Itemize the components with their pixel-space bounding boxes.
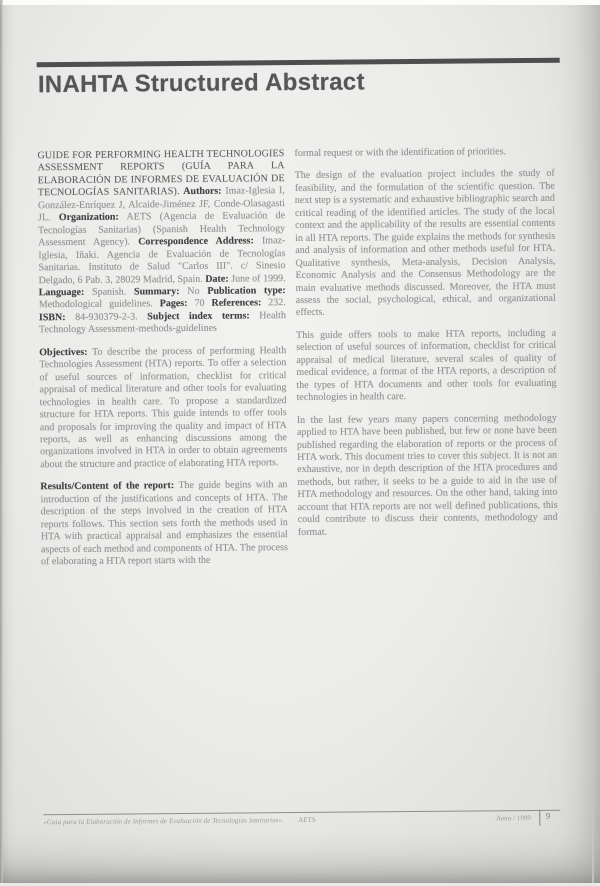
page-title: INAHTA Structured Abstract — [37, 68, 365, 99]
field-value-language: Spanish. — [91, 286, 127, 298]
right-column — [294, 146, 558, 577]
field-label-language: Language: — [38, 286, 85, 299]
context-paragraph: In the last few years many papers concerning methodology applied to HTA have been published, but few or none have been published regarding the elaboration of reports or the process of HTA work. This document tries to cover this subject. It is not an exhaustive, nor in depth description of the HTA procedures and methods, but rather, it seeks to be a guide to aid in the use of HTA methodology and resources. On the other hand, taking into account that HTA reports are not well defined publications, this could contribute to discuss their contents, methodology and format. — [296, 412, 558, 538]
left-column — [37, 148, 288, 579]
title-rule — [37, 58, 560, 68]
results-label: Results/Content of the report: — [40, 480, 175, 493]
field-value-summary: No — [187, 285, 200, 297]
field-label-isbn: ISBN: — [38, 311, 66, 324]
field-value-subject-index-terms: Health Technology Assessment-methods-guidelines — [38, 310, 286, 336]
field-value-organization: AETS (Agencia de Evaluación de Tecnologías Sanitarias) (Spanish Health Technology Assessment Agency). — [38, 210, 286, 249]
field-label-date: Date: — [205, 273, 229, 285]
page-number: 9 — [539, 810, 561, 826]
field-label-organization: Organization: — [58, 211, 119, 224]
field-label-pages: Pages: — [159, 298, 188, 310]
field-value-isbn: 84-930379-2-3. — [75, 311, 138, 323]
tools-paragraph: This guide offers tools to make HTA reports, including a selection of useful sources of information, checklist for critical appraisal of medical literature, several scales of quality of medical evidence, a format of the HTA reports, a description of the types of HTA documents and other tools for evaluating technologies in health care. — [296, 327, 557, 404]
results-text: The guide begins with an introduction of the justifications and concepts of HTA. The description of the steps involved in the creation of HTA reports follows. This section sets forth the methods used in HTA with practical appraisal and emphasizes the essential aspects of each method and components of HTA. The process of elaborating a HTA report starts with the — [40, 479, 288, 568]
field-label-subject-index-terms: Subject index terms: — [147, 310, 250, 323]
field-label-authors: Authors: — [183, 186, 222, 198]
page-footer — [43, 810, 560, 831]
field-label-summary: Summary: — [133, 286, 180, 298]
footer-spacer — [316, 814, 496, 816]
continuation-paragraph: formal request or with the identification of priorities. — [294, 146, 507, 160]
field-label-publication-type: Publication type: — [207, 285, 286, 297]
field-value-correspondence-address: Imaz-Iglesia, Iñaki. Agencia de Evaluación de Tecnologías Sanitarias. Instituto de Salud "Carlos III". c/ Sinesio Delgado, 6 Pab. 3, 28029 Madrid, Spain. — [38, 235, 286, 286]
abstract-report-title: GUIDE FOR PERFORMING HEALTH TECHNOLOGIES ASSESSMENT REPORTS (GUÍA PARA LA ELABORACIÓN DE INFORMES DE EVALUACIÓN DE TECNOLOGÍAS SANITARIAS). — [37, 148, 285, 199]
field-label-references: References: — [211, 297, 262, 310]
objectives-paragraph — [39, 345, 287, 472]
field-label-correspondence-address: Correspondence Address: — [138, 235, 254, 248]
footer-organization: AETS — [298, 815, 316, 825]
footer-source-title: «Guía para la Elaboración de Informes de Evaluación de Tecnologías Sanitarias» — [43, 816, 283, 827]
field-value-references: 232. — [268, 297, 286, 309]
objectives-text: To describe the process of performing Health Technologies Assessment (HTA) reports. To offer a selection of useful sources of information, checklist for critical appraisal of medical literature and other tools for evaluating technologies in health care. To propose a standardized structure for HTA reports. This guide intends to offer tools and proposals for improving the quality and impact of HTA reports, as well as enhancing discussions among the organizations involved in HTA in order to obtain agreements about the structure and practice of elaborating HTA reports. — [39, 344, 288, 471]
two-column-body — [37, 146, 558, 579]
footer-date: Junio / 1999 — [495, 814, 531, 823]
field-value-date: June of 1999. — [231, 272, 286, 285]
bibliographic-paragraph — [37, 148, 286, 337]
objectives-label: Objectives: — [39, 346, 88, 359]
field-value-authors: Imaz-Iglesia I, González-Enríquez J, Alcaide-Jiménez JF, Conde-Olasagasti JL. — [37, 185, 285, 224]
design-paragraph: The design of the evaluation project includes the study of feasibility, and the formulation of the scientific question. The next step is a systematic and exhaustive bibliographic search and critical reading of the identified articles. The study of the local context and the applicability of the results are essential contents in all HTA reports. The guide explains the methods for synthesis and analysis of information and other methods useful for HTA. Qualitative synthesis, Meta-analysis, Decision Analysis, Economic Analysis and the Consensus Methodology are the main evaluative methods discussed. Moreover, the HTA must assess the social, psychological, ethical, and organizational effects. — [294, 168, 556, 319]
field-value-publication-type: Methodological guidelines. — [38, 298, 153, 311]
field-value-pages: 70 — [194, 298, 205, 310]
results-paragraph — [40, 479, 288, 568]
